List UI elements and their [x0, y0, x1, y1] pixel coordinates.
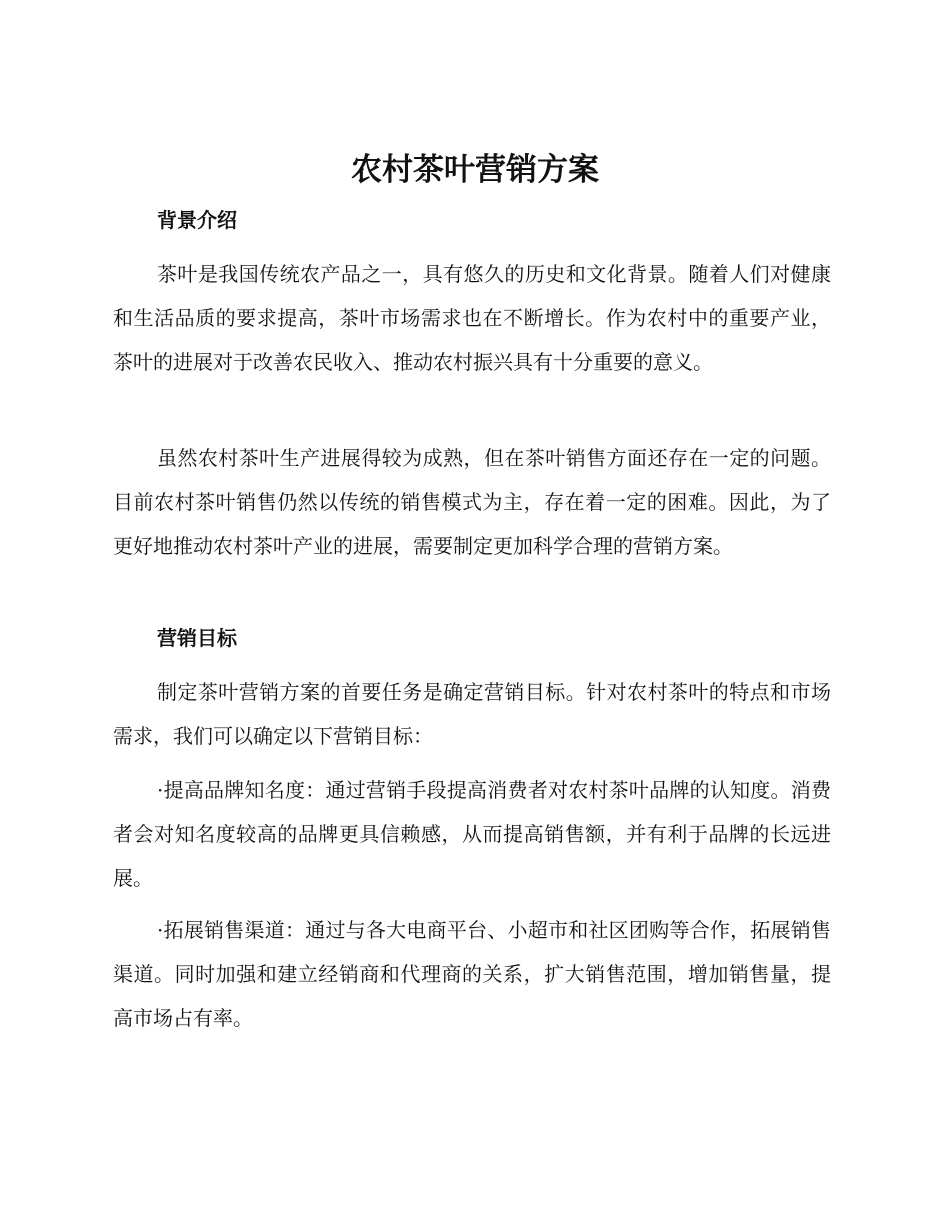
document-title: 农村茶叶营销方案	[351, 152, 599, 188]
section-heading-marketing-goals: 营销目标	[157, 626, 237, 650]
section-heading-background: 背景介绍	[157, 208, 237, 232]
paragraph-marketing-goals-intro: 制定茶叶营销方案的首要任务是确定营销目标。针对农村茶叶的特点和市场需求，我们可以确定以下营销目标：	[113, 680, 831, 748]
bullet-sales-channels: ·拓展销售渠道：通过与各大电商平台、小超市和社区团购等合作，拓展销售渠道。同时加强和建立经销商和代理商的关系，扩大销售范围，增加销售量，提高市场占有率。	[113, 918, 831, 1030]
paragraph-background-2: 虽然农村茶叶生产进展得较为成熟，但在茶叶销售方面还存在一定的问题。目前农村茶叶销售仍然以传统的销售模式为主，存在着一定的困难。因此，为了更好地推动农村茶叶产业的进展，需要制定更加科学合理的营销方案。	[113, 446, 831, 558]
paragraph-background-1: 茶叶是我国传统农产品之一，具有悠久的历史和文化背景。随着人们对健康和生活品质的要求提高，茶叶市场需求也在不断增长。作为农村中的重要产业，茶叶的进展对于改善农民收入、推动农村振兴具有十分重要的意义。	[113, 262, 831, 374]
bullet-brand-awareness: ·提高品牌知名度：通过营销手段提高消费者对农村茶叶品牌的认知度。消费者会对知名度较高的品牌更具信赖感，从而提高销售额，并有利于品牌的长远进展。	[113, 778, 831, 890]
